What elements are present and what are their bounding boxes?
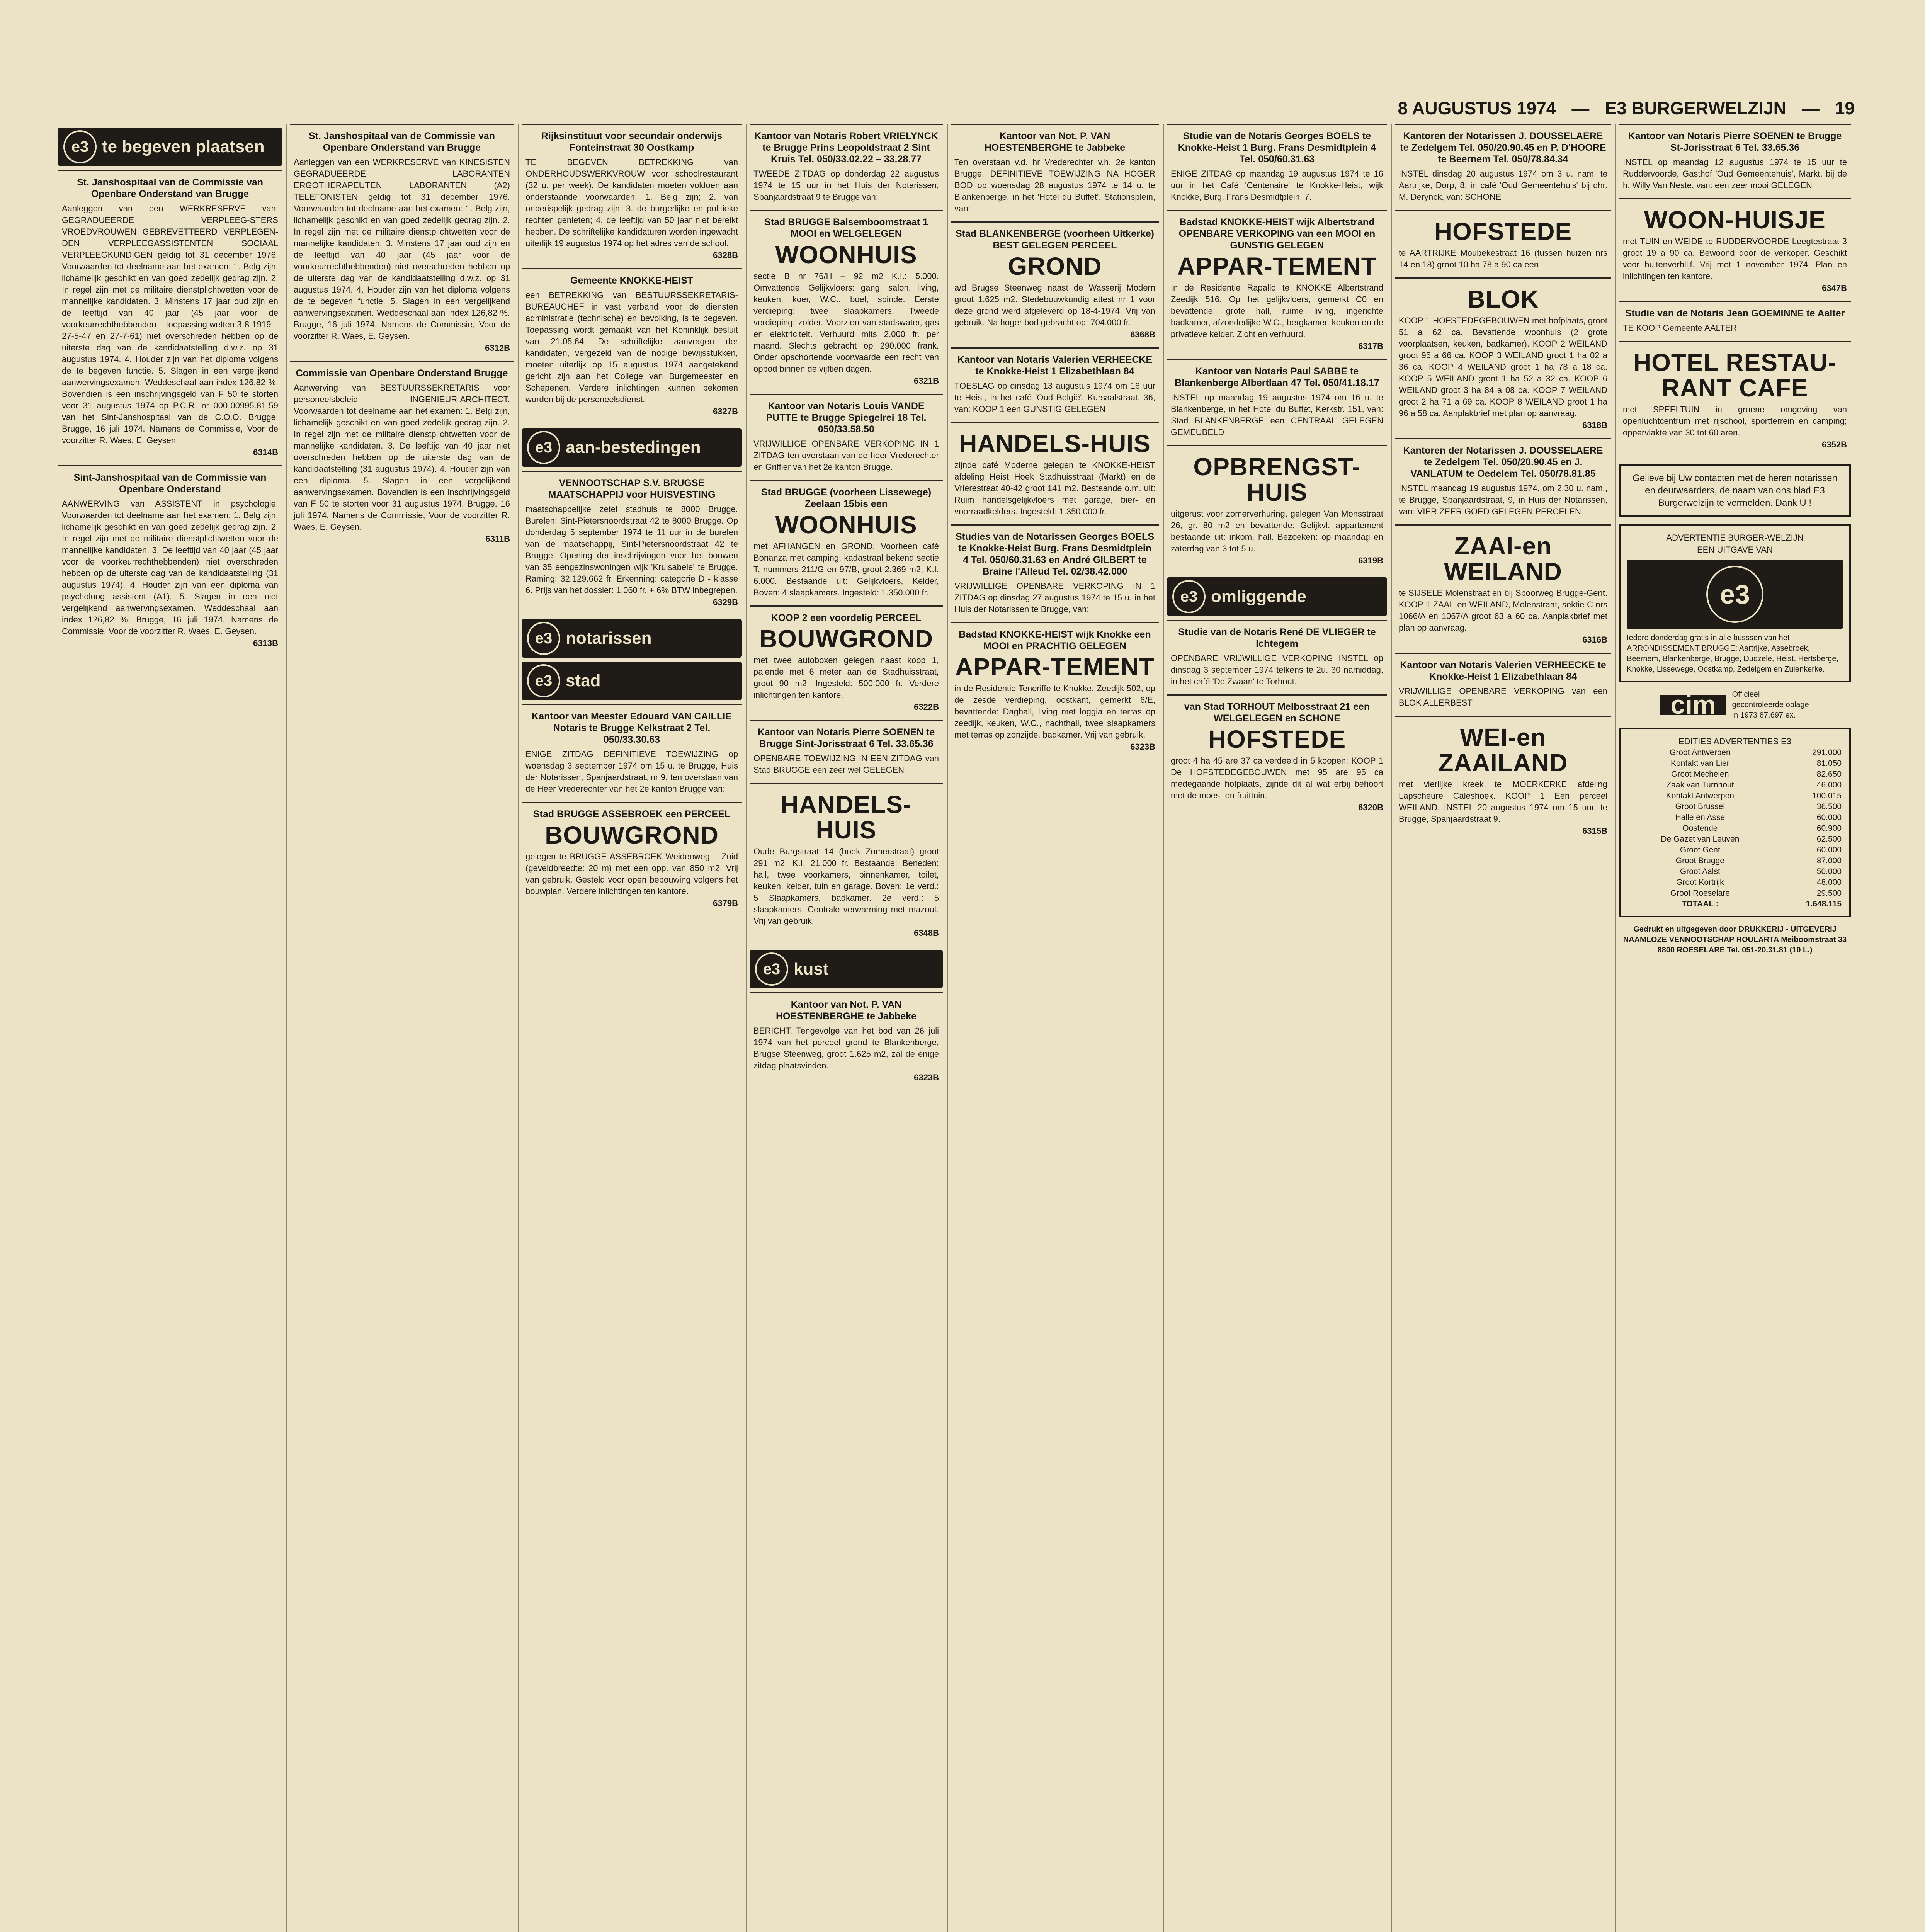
- classified-ad: [1395, 653, 1611, 716]
- ad-headline: APPAR-TEMENT: [1177, 252, 1377, 280]
- section-banner-stad: e3 stad: [522, 662, 742, 700]
- ad-heading: Studie van de Notaris Georges BOELS te Knokke-Heist 1 Burg. Frans Desmidtplein 4 Tel. 050/60.31.63: [1178, 131, 1376, 165]
- rates-edition: Groot Antwerpen: [1670, 748, 1731, 757]
- column-rule: [518, 124, 519, 1932]
- rates-circulation: 60.000: [1816, 845, 1842, 854]
- ad-reference: 6316B: [1582, 635, 1607, 645]
- ad-headline: OPBRENGST-HUIS: [1193, 453, 1361, 506]
- rates-total-row: [1627, 899, 1843, 910]
- ad-body: KOOP 1 HOFSTEDEGEBOUWEN met hofplaats, groot 51 a 62 ca. Bevattende woonhuis (2 grote voorplaatsen, keuken, badkamer). KOOP 2 WEILAND groot 95 a 66 ca. KOOP 3 WEILAND groot 1 ha 02 a 36 ca. KOOP 4 WEILAND groot 1 ha 78 a 18 ca. KOOP 5 WEILAND groot 1 ha 52 a 32 ca. KOOP 6 WEILAND groot 3 ha 84 a 08 ca. KOOP 7 WEILAND groot 2 ha 71 a 69 ca. KOOP 8 WEILAND groot 1 ha 96 a 58 ca. Aanplakbrief met plan op aanvraag.: [1399, 316, 1607, 418]
- ad-heading: Kantoor van Notaris Valerien VERHEECKE te Knokke-Heist 1 Elizabethlaan 84: [957, 354, 1153, 377]
- issue-date: 8 AUGUSTUS 1974: [1398, 98, 1556, 118]
- ad-heading: KOOP 2 een voordelig PERCEEL: [771, 612, 922, 623]
- rates-row: [1627, 780, 1843, 791]
- ad-body: VRIJWILLIGE OPENBARE VERKOPING IN 1 ZITDAG ten overstaan van de heer Vrederechter en Griffier van het 2e kanton Brugge.: [753, 439, 939, 472]
- classified-ad: [1395, 277, 1611, 438]
- ad-reference: 6322B: [914, 702, 939, 712]
- ad-body: met SPEELTUIN in groene omgeving van openluchtcentrum met rijschool, sportterrein en camping; oppervlakte van 30 tot 60 aren.: [1623, 405, 1847, 437]
- ad-heading: Kantoor van Notaris Pierre SOENEN te Brugge Sint-Jorisstraat 6 Tel. 33.65.36: [757, 727, 935, 749]
- ad-body: AANWERVING van ASSISTENT in psychologie. Voorwaarden tot deelname aan het examen: 1. Belg zijn, lichamelijk geschikt en van goed zedelijk gedrag zijn. 2. In regel zijn met de militaire dienstplichtwetten voor de mannelijke kandidaten. 3. De leeftijd van 40 jaar (45 jaar voor de voorkeurrechthebbenden) niet overschreden hebben op de uiterste dag van de kandidaatstelling (31 augustus 1974). 4. Houder zijn van een diploma van psycholoog assistent (A1). 5. Slagen in een niet vergelijkend aanwervingsexamen. Weddeschaal aan index 126,82 %. Brugge, 16 juli 1974. Namens de Commissie, Voor de voorzitter R. Waes, E. Geysen.: [62, 499, 278, 636]
- ad-heading: Badstad KNOKKE-HEIST wijk Albertstrand OPENBARE VERKOPING van een MOOI en GUNSTIG GELEGEN: [1178, 217, 1376, 251]
- rates-circulation: 60.900: [1816, 824, 1842, 833]
- ad-body: in de Residentie Teneriffe te Knokke, Zeedijk 502, op de zesde verdieping, oostkant, gemerkt 6/E, bevattende: Daghall, living met loggia en terras op zeedijk, keuken, W.C., nachthall, twee slaapkamers met terras op zonzijde, badkamer. Vrij van gebruik.: [954, 684, 1155, 740]
- ad-heading: Kantoor van Notaris Pierre SOENEN te Brugge St-Jorisstraat 6 Tel. 33.65.36: [1628, 131, 1842, 153]
- cim-logo-icon: cim: [1660, 695, 1726, 715]
- e3-logo-icon: e3: [1172, 580, 1206, 613]
- ad-body: maatschappelijke zetel stadhuis te 8000 Brugge. Burelen: Sint-Pietersnoordstraat 42 te 8000 Brugge. Op donderdag 5 september 1974 te 11 uur in de burelen van de maatschappij, Sint-Pietersnoordstraat 42 te Brugge. Opening der inschrijvingen voor het bouwen van 35 eengezinswoningen wijk 'Kruisabele' te Brugge. Raming: 32.129.662 fr. Erkenning: categorie D - klasse 6. Prijs van het dossier: 1.060 fr. + 6% BTW inbegrepen.: [525, 504, 738, 595]
- column-rule: [947, 124, 948, 1932]
- classified-ad: [1167, 359, 1387, 445]
- classified-ad: [1619, 198, 1851, 301]
- ad-heading: Stad BRUGGE Balsemboomstraat 1 MOOI en WELGELEGEN: [764, 217, 928, 239]
- ad-body: TWEEDE ZITDAG op donderdag 22 augustus 1974 te 15 uur in het Huis der Notarissen, Spanjaardstraat 9 te Brugge van:: [753, 169, 939, 202]
- page-header: 8 AUGUSTUS 1974 — E3 BURGERWELZIJN — 19: [1398, 98, 1855, 118]
- ad-body: a/d Brugse Steenweg naast de Wasserij Modern groot 1.625 m2. Stedebouwkundig attest nr 1 voor deze grond werd afgeleverd op 18-4-1974. Vrij van gebruik. Na hoger bod gebracht op: 704.000 fr.: [954, 283, 1155, 327]
- ad-heading: Stad BLANKENBERGE (voorheen Uitkerke) BEST GELEGEN PERCEEL: [956, 228, 1154, 251]
- ad-body: met twee autoboxen gelegen naast koop 1, palende met 6 meter aan de Stadhuisstraat, groot 90 m2. Ingesteld: 500.000 fr. Verdere inlichtingen ten kantore.: [753, 655, 939, 700]
- ad-headline: GROND: [1008, 252, 1102, 280]
- classified-ad: [750, 394, 943, 480]
- ad-heading: St. Janshospitaal van de Commissie van Openbare Onderstand van Brugge: [308, 131, 495, 153]
- classified-ad: [1619, 124, 1851, 198]
- ad-heading: Rijksinstituut voor secundair onderwijs Fonteinstraat 30 Oostkamp: [541, 131, 723, 153]
- ad-body: met vierlijke kreek te MOERKERKE afdeling Lapscheure Caleshoek. KOOP 1 Een perceel WEILAND. INSTEL 20 augustus 1974 om 15 uur, te Brugge, Spanjaardstraat 9.: [1399, 779, 1607, 824]
- rates-total-label: TOTAAL :: [1682, 900, 1719, 908]
- imprint: Gedrukt en uitgegeven door DRUKKERIJ - UITGEVERIJ NAAMLOZE VENNOOTSCHAP ROULARTA Meiboomstraat 33 8800 ROESELARE Tel. 051-20.31.81 (10 L.): [1623, 925, 1847, 954]
- rates-circulation: 48.000: [1816, 878, 1842, 887]
- rates-edition: Zaak van Turnhout: [1666, 781, 1734, 789]
- rates-row: [1627, 801, 1843, 812]
- ad-body: INSTEL dinsdag 20 augustus 1974 om 3 u. nam. te Aartrijke, Dorp, 8, in café 'Oud Gemeentehuis' bij dhr. M. Derynck, van: SCHONE: [1399, 169, 1607, 202]
- ad-reference: 6311B: [485, 534, 510, 544]
- ad-body: Oude Burgstraat 14 (hoek Zomerstraat) groot 291 m2. K.I. 21.000 fr. Bestaande: Beneden: hall, twee voorkamers, binnenkamer, toilet, keuken, kelder, tuin en garage. Boven: 1e verd.: 5 Slaapkamers, badkamer. 2e verd.: 5 slaapkamers. Centrale verwarming met mazout. Vrij van gebruik.: [753, 847, 939, 926]
- ad-headline: BLOK: [1467, 285, 1539, 313]
- classified-ad: [750, 605, 943, 720]
- ad-body: groot 4 ha 45 are 37 ca verdeeld in 5 koopen: KOOP 1 De HOFSTEDEGEBOUWEN met 95 are 95 ca medegaande hofplaats, zijnde dit al wat erbij behoort met de moes- en fruittuin.: [1171, 756, 1383, 800]
- rates-row: [1627, 855, 1843, 866]
- ad-body: ENIGE ZITDAG op maandag 19 augustus 1974 te 16 uur in het Café 'Centenaire' te Knokke-Heist, wijk Knokke, Burg. Frans Desmidtplein, 7.: [1171, 169, 1383, 202]
- classified-ad: [1395, 524, 1611, 653]
- rates-edition: Groot Gent: [1680, 845, 1720, 854]
- ad-reference: 6327B: [713, 406, 738, 416]
- rates-edition: Halle en Asse: [1675, 813, 1725, 822]
- ad-reference: 6315B: [1582, 826, 1607, 836]
- ad-reference: 6347B: [1822, 283, 1847, 293]
- column-8: [1619, 124, 1851, 956]
- classified-ad: [951, 524, 1159, 622]
- rates-circulation: 100.015: [1812, 791, 1842, 800]
- rates-circulation: 62.500: [1816, 835, 1842, 844]
- classified-ad: [522, 471, 742, 615]
- rates-circulation: 46.000: [1816, 781, 1842, 789]
- e3-logo-icon: e3: [527, 622, 560, 655]
- ad-reference: 6323B: [1130, 742, 1155, 752]
- classified-ad: [1395, 210, 1611, 277]
- ad-body: INSTEL op maandag 19 augustus 1974 om 16 u. te Blankenberge, in het Hotel du Buffet, Kerkstr. 151, van: Stad BLANKENBERGE een CENTRAAL GELEGEN GEMEUBELD: [1171, 393, 1383, 437]
- ad-headline: HANDELS-HUIS: [781, 791, 912, 844]
- column-5: [951, 124, 1159, 760]
- column-rule: [1391, 124, 1392, 1932]
- column-2: [290, 124, 514, 552]
- classified-ad: [750, 992, 943, 1090]
- ad-heading: Sint-Janshospitaal van de Commissie van Openbare Onderstand: [73, 472, 267, 495]
- rates-circulation: 29.500: [1816, 889, 1842, 898]
- ad-headline: WOON-HUISJE: [1644, 206, 1826, 234]
- ad-body: een BETREKKING van BESTUURSSEKRETARIS-BUREAUCHEF in vast verband voor de diensten administratie (technische) en bevolking, is te begeven. Toepassing wordt gemaakt van het Koninklijk besluit van 21.05.64. De schriftelijke aanvragen der kandidaten, vergezeld van de nodige bewijsstukken, moeten uiterlijk op 15 augustus 1974 aangetekend gericht zijn aan het College van Burgemeester en Schepenen. Verdere inlichtingen kunnen bekomen worden bij de personeelsdienst.: [525, 290, 738, 404]
- ad-heading: Kantoor van Meester Edouard VAN CAILLIE Notaris te Brugge Kelkstraat 2 Tel. 050/33.30.63: [532, 711, 732, 745]
- ad-headline: WOONHUIS: [775, 511, 917, 539]
- rates-edition: Groot Brussel: [1675, 802, 1725, 811]
- classified-ad: [522, 124, 742, 268]
- rates-edition: Kontakt Antwerpen: [1666, 791, 1734, 800]
- ad-heading: Kantoor van Notaris Paul SABBE te Blankenberge Albertlaan 47 Tel. 050/41.18.17: [1175, 366, 1379, 388]
- ad-body: sectie B nr 76/H – 92 m2 K.I.: 5.000. Omvattende: Gelijkvloers: gang, salon, living, keuken, koer, W.C., boel, spinde. Eerste verdieping: twee slaapkamers. Tweede verdieping: zolder. Voorzien van stadswater, gas en elektriciteit. Verhuurd mits 2.000 fr. per maand. Slechts gebracht op 290.000 frank. Onder opschortende voorwaarde een recht van opbod binnen de vijftien dagen.: [753, 271, 939, 374]
- rates-table: [1627, 747, 1843, 910]
- rates-row: [1627, 812, 1843, 823]
- ad-heading: Stad BRUGGE (voorheen Lissewege) Zeelaan 15bis een: [761, 487, 932, 509]
- classified-ad: [290, 124, 514, 361]
- ad-heading: St. Janshospitaal van de Commissie van Openbare Onderstand van Brugge: [77, 177, 264, 199]
- rates-edition: Groot Brugge: [1675, 856, 1724, 865]
- classified-ad: [1167, 124, 1387, 210]
- section-banner-omliggende: e3 omliggende: [1167, 577, 1387, 616]
- rates-circulation: 87.000: [1816, 856, 1842, 865]
- section-banner-notarissen: e3 notarissen: [522, 619, 742, 658]
- ad-heading: Kantoren der Notarissen J. DOUSSELAERE te Zedelgem Tel. 050/20.90.45 en J. VANLATUM te Oedelem Tel. 050/78.81.85: [1403, 445, 1603, 479]
- ad-body: met AFHANGEN en GROND. Voorheen café Bonanza met camping, kadastraal bekend sectie T, nummers 211/G en 97/B, groot 2.369 m2, K.I. 6.000. Bestaande uit: Gelijkvloers, Kelder, Boven: 4 slaapkamers. Ingesteld: 1.350.000 fr.: [753, 541, 939, 597]
- ad-heading: van Stad TORHOUT Melbosstraat 21 een WELGELEGEN en SCHONE: [1184, 701, 1370, 724]
- rates-row: [1627, 845, 1843, 855]
- rates-row: [1627, 834, 1843, 845]
- classified-ad: [750, 210, 943, 394]
- ad-body: TOESLAG op dinsdag 13 augustus 1974 om 16 uur te Heist, in het café 'Oud België', Kursaalstraat, 36, van: KOOP 1 een GUNSTIG GELEGEN: [954, 381, 1155, 414]
- classified-ad: [522, 802, 742, 916]
- ad-heading: Studie van de Notaris René DE VLIEGER te Ichtegem: [1178, 627, 1376, 649]
- ad-headline: BOUWGROND: [545, 821, 719, 849]
- ad-reference: 6319B: [1358, 556, 1383, 565]
- ad-reference: 6312B: [485, 343, 510, 353]
- ad-reference: 6379B: [713, 898, 738, 908]
- rates-row: [1627, 888, 1843, 899]
- rates-edition: Groot Mechelen: [1671, 770, 1729, 779]
- column-rule: [1163, 124, 1164, 1932]
- rates-edition: Groot Roeselare: [1670, 889, 1730, 898]
- ad-headline: BOUWGROND: [759, 625, 933, 653]
- classified-ad: [1167, 210, 1387, 359]
- rates-row: [1627, 769, 1843, 780]
- advertisement-box: ADVERTENTIE BURGER-WELZIJN EEN UITGAVE VAN e3 Iedere donderdag gratis in alle busssen van het ARRONDISSEMENT BRUGGE: Aartrijke, Assebroek, Beernem, Blankenberge, Brugge, Dudzele, Heist, Hertsberge, Knokke, Lissewege, Oostkamp, Zedelgem en Zuienkerke.: [1619, 524, 1851, 682]
- ad-heading: Badstad KNOKKE-HEIST wijk Knokke een MOOI en PRACHTIG GELEGEN: [959, 629, 1151, 651]
- ad-heading: Kantoor van Notaris Robert VRIELYNCK te Brugge Prins Leopoldstraat 2 Sint Kruis Tel. 050/33.02.22 – 33.28.77: [754, 131, 938, 165]
- rates-circulation: 60.000: [1816, 813, 1842, 822]
- classified-ad: [1619, 301, 1851, 341]
- classified-ad: [951, 622, 1159, 760]
- rates-row: [1627, 866, 1843, 877]
- ad-reference: 6328B: [713, 250, 738, 260]
- ad-heading: Kantoor van Notaris Valerien VERHEECKE te Knokke-Heist 1 Elizabethlaan 84: [1400, 660, 1606, 682]
- e3-logo-icon: e3: [63, 130, 97, 163]
- ad-reference: 6314B: [253, 447, 278, 457]
- classified-ad: [1167, 620, 1387, 694]
- rates-row: [1627, 877, 1843, 888]
- ad-body: gelegen te BRUGGE ASSEBROEK Weidenweg – Zuid (geveldbreedte: 20 m) met een opp. van 850 m2. Vrij van gebruik. Gesteld voor open bebouwing volgens het bouwplan. Verdere inlichtingen ten kantore.: [525, 852, 738, 896]
- ad-body: INSTEL maandag 19 augustus 1974, om 2.30 u. nam., te Brugge, Spanjaardstraat, 9, in Huis der Notarissen, van: VIER ZEER GOED GELEGEN PERCELEN: [1399, 483, 1607, 516]
- rates-edition: Kontakt van Lier: [1670, 759, 1729, 768]
- classified-ad: [522, 704, 742, 802]
- column-rule: [1615, 124, 1616, 1932]
- rates-circulation: 50.000: [1816, 867, 1842, 876]
- classified-ad: [750, 720, 943, 783]
- rates-circulation: 36.500: [1816, 802, 1842, 811]
- classified-ad: [750, 783, 943, 946]
- ad-body: TE KOOP Gemeente AALTER: [1623, 323, 1737, 333]
- paper-name: E3 BURGERWELZIJN: [1605, 98, 1786, 118]
- ad-headline: HANDELS-HUIS: [959, 430, 1151, 457]
- column-7: [1395, 124, 1611, 844]
- ad-reference: 6318B: [1582, 420, 1607, 430]
- ad-headline: HOTEL RESTAU-RANT CAFE: [1633, 349, 1837, 402]
- rates-row: [1627, 791, 1843, 801]
- classified-ad: [522, 268, 742, 424]
- rates-circulation: 291.000: [1812, 748, 1842, 757]
- ad-body: Aanleggen van een WERKRESERVE van: GEGRADUEERDE VERPLEEG-STERS VROEDVROUWEN GEBREVETTEERD VERPLEGEN-DEN VERPLEEGASSISTENTEN SOCIAAL VERPLEEGKUNDIGEN geldig tot 31 december 1976. Voorwaarden tot deelname aan het examen: 1. Belg zijn, lichamelijk geschikt en van goed zedelijk gedrag zijn. 2. In regel zijn met de militaire dienstplichtwetten voor de mannelijke kandidaten. 3. Minstens 17 jaar oud zijn en de leeftijd van 40 jaar (45 jaar voor de voorkeurrechthebbenden – toepassing wetten 3-8-1919 – 27-5-47 en 27-7-61) niet overschreden hebben op de uiterste dag van de kandidaatstelling d.w.z. op 31 augustus 1974. 4. Houder zijn van het diploma volgens de te begeven functie. 5. Slagen in een vergelijkend aanwervingsexamen. Weddeschaal aan index 126,82 %. Bovendien is een inschrijvingsgeld van F 50 te storten voor 31 augustus 1974 op P.C.R. nr 000-00995.81-59 van het Sint-Janshospitaal van de C.O.O. Brugge. Brugge, 16 juli 1974. Namens de Commissie, Voor de voorzitter R. Waes, E. Geysen.: [62, 204, 278, 445]
- column-4: [750, 124, 943, 1090]
- classified-ad: [58, 465, 282, 656]
- ad-heading: Kantoren der Notarissen J. DOUSSELAERE te Zedelgem Tel. 050/20.90.45 en P. D'HOORE te Beernem Tel. 050/78.84.34: [1400, 131, 1606, 165]
- classified-ad: [750, 124, 943, 210]
- ad-headline: APPAR-TEMENT: [955, 653, 1155, 681]
- ad-body: Ten overstaan v.d. hr Vrederechter v.h. 2e kanton Brugge. DEFINITIEVE TOEWIJZING NA HOGER BOD op woensdag 28 augustus 1974 te 14 u. te Blankenberge, in het 'Hotel du Buffet', Stationsplein, van:: [954, 157, 1155, 213]
- rates-edition: Oostende: [1682, 824, 1718, 833]
- classified-ad: [951, 422, 1159, 524]
- page-number: 19: [1835, 98, 1855, 118]
- e3-logo-icon: e3: [527, 664, 560, 697]
- rates-edition: Groot Aalst: [1680, 867, 1720, 876]
- ad-reference: 6317B: [1358, 341, 1383, 351]
- classified-ad: [1167, 445, 1387, 573]
- ad-heading: Gemeente KNOKKE-HEIST: [570, 275, 694, 286]
- advertisement-title: ADVERTENTIE BURGER-WELZIJN: [1666, 533, 1804, 543]
- classified-ad: [1395, 438, 1611, 524]
- rates-edition: De Gazet van Leuven: [1661, 835, 1740, 844]
- e3-logo-icon: e3: [755, 952, 788, 986]
- ad-headline: HOFSTEDE: [1208, 725, 1346, 753]
- ad-reference: 6352B: [1822, 440, 1847, 449]
- rates-total-value: 1.648.115: [1806, 900, 1842, 908]
- ad-body: OPENBARE TOEWIJZING IN EEN ZITDAG van Stad BRUGGE een zeer wel GELEGEN: [753, 753, 939, 775]
- classified-ad: [1395, 716, 1611, 844]
- classified-ad: [750, 480, 943, 605]
- ad-headline: HOFSTEDE: [1434, 218, 1572, 245]
- column-rule: [286, 124, 287, 1932]
- ad-headline: WEI-en ZAAILAND: [1438, 723, 1568, 777]
- ad-body: Aanwerving van BESTUURSSEKRETARIS voor personeelsbeleid INGENIEUR-ARCHITECT. Voorwaarden tot deelname aan het examen: 1. Belg zijn, lichamelijk geschikt en van goed zedelijk gedrag zijn. 2. In regel zijn met de militaire dienstplichtwetten voor de mannelijke kandidaten. 3. De leeftijd van 40 jaar niet overschreden hebben op de uiterste dag van de kandidaatstelling (31 augustus 1974). 4. Houder zijn van een diploma. 5. Slagen in een vergelijkend aanwervingsexamen. Bovendien is een inschrijvingsgeld van F 50 te storten voor 31 augustus 1974. Brugge, 16 juli 1974. Namens de Commissie, Voor de voorzitter R. Waes, E. Geysen.: [294, 383, 510, 532]
- ad-body: te SIJSELE Molenstraat en bij Spoorweg Brugge-Gent. KOOP 1 ZAAI- en WEILAND, Molenstraat, sektie C nrs 1066/A en 1067/A groot 63 a 60 ca. Aanplakbrief met plan op aanvraag.: [1399, 588, 1607, 633]
- ad-heading: Studie van de Notaris Jean GOEMINNE te Aalter: [1625, 308, 1845, 319]
- cim-badge: cim Officieel gecontroleerde oplage in 1973 87.697 ex.: [1619, 689, 1851, 721]
- ad-body: OPENBARE VRIJWILLIGE VERKOPING INSTEL op dinsdag 3 september 1974 telkens te 2u. 30 namiddag, in het café 'De Zwaan' te Torhout.: [1171, 653, 1383, 686]
- section-banner-kust: e3 kust: [750, 950, 943, 988]
- rates-row: [1627, 758, 1843, 769]
- column-rule: [746, 124, 747, 1932]
- rates-row: [1627, 747, 1843, 758]
- ad-heading: Stad BRUGGE ASSEBROEK een PERCEEL: [533, 809, 731, 820]
- e3-logo-icon: e3: [527, 431, 560, 464]
- ad-body: TE BEGEVEN BETREKKING van ONDERHOUDSWERKVROUW voor schoolrestaurant (32 u. per week). De kandidaten moeten voldoen aan onderstaande voorwaarden: 1. Belg zijn; 2. van onberispelijk gedrag zijn; 3. de burgerlijke en politieke rechten genieten; 4. de leeftijd van 50 jaar niet bereikt hebben. De schriftelijke kandidaturen worden ingewacht uiterlijk 19 augustus 1974 op het adres van de school.: [525, 157, 738, 248]
- classified-ad: [1619, 341, 1851, 457]
- column-1: [58, 124, 282, 656]
- classified-ad: [58, 170, 282, 465]
- ad-body: te AARTRIJKE Moubekestraat 16 (tussen huizen nrs 14 en 18) groot 10 ha 78 a 90 ca een: [1399, 248, 1607, 269]
- notice-box: Gelieve bij Uw contacten met de heren notarissen en deurwaarders, de naam van ons blad E3 Burgerwelzijn te vermelden. Dank U !: [1619, 464, 1851, 517]
- rates-row: [1627, 823, 1843, 834]
- ad-headline: WOONHUIS: [775, 241, 917, 269]
- ad-reference: 6320B: [1358, 803, 1383, 812]
- ad-body: met TUIN en WEIDE te RUDDERVOORDE Leegtestraat 3 groot 19 a 90 ca. Bewoond door de verkoper. Geschikt voor buitenverblijf. Vrij met 1 november 1974. Plan en inlichtingen ten kantore.: [1623, 236, 1847, 281]
- ad-body: VRIJWILLIGE OPENBARE VERKOPING IN 1 ZITDAG op dinsdag 27 augustus 1974 te 15 u. in het Huis der Notarissen te Brugge, van:: [954, 581, 1155, 614]
- ad-heading: Kantoor van Notaris Louis VANDE PUTTE te Brugge Spiegelrei 18 Tel. 050/33.58.50: [766, 401, 927, 435]
- classified-ad: [951, 124, 1159, 221]
- ad-body: In de Residentie Rapallo te KNOKKE Albertstrand Zeedijk 516. Op het gelijkvloers, gemerkt C0 en bevattende: grote hall, ruime living, ingerichte badkamer, afzonderlijke W.C., bergkamer, keuken en de privatieve kelder. Zicht en verhuurd.: [1171, 283, 1383, 339]
- ad-heading: Kantoor van Not. P. VAN HOESTENBERGHE te Jabbeke: [776, 999, 917, 1022]
- classified-ad: [1395, 124, 1611, 210]
- ad-heading: VENNOOTSCHAP S.V. BRUGSE MAATSCHAPPIJ voor HUISVESTING: [548, 478, 716, 500]
- e3-logo-icon: e3: [1706, 566, 1763, 623]
- ad-reference: 6321B: [914, 376, 939, 386]
- classified-ad: [1167, 694, 1387, 820]
- column-6: [1167, 124, 1387, 820]
- classified-ad: [951, 347, 1159, 422]
- column-3: [522, 124, 742, 916]
- ad-heading: Kantoor van Not. P. VAN HOESTENBERGHE te Jabbeke: [985, 131, 1125, 153]
- ad-reference: 6348B: [914, 928, 939, 938]
- rates-table-box: EDITIES ADVERTENTIES E3 Groot Antwerpen 291.000 Kontakt van Lier 81.050 Groot Mechelen 82.650 Zaak van Turnhout 46.000 Kontakt Antwerpen 100.015 Groot Brussel 36.500 Halle en Asse 60.000 Oostende 60.900 De Gazet van Leuven 62.500 Groot Gent 60.000 Groot Brugge 87.000 Groot Aalst 50.000 Groot Kortrijk 48.000 Groot Roeselare 29.500 TOTAAL : 1.648.115: [1619, 728, 1851, 917]
- classified-ad: [290, 361, 514, 552]
- rates-circulation: 82.650: [1816, 770, 1842, 779]
- ad-reference: 6368B: [1130, 330, 1155, 339]
- ad-body: VRIJWILLIGE OPENBARE VERKOPING van een BLOK ALLERBEST: [1399, 686, 1607, 707]
- rates-circulation: 81.050: [1816, 759, 1842, 768]
- section-banner-te-begeven: e3 te begeven plaatsen: [58, 128, 282, 166]
- ad-body: ENIGE ZITDAG DEFINITIEVE TOEWIJZING op woensdag 3 september 1974 om 15 u. te Brugge, Huis der Notarissen, Spanjaardstraat, nr 9, ten overstaan van de Heer Vrederechter van het 2e kanton Brugge van:: [525, 749, 738, 794]
- section-banner-aanbestedingen: e3 aan-bestedingen: [522, 428, 742, 467]
- ad-reference: 6313B: [253, 638, 278, 648]
- ad-headline: ZAAI-en WEILAND: [1444, 532, 1562, 585]
- ad-reference: 6329B: [713, 597, 738, 607]
- ad-heading: Commissie van Openbare Onderstand Brugge: [296, 368, 508, 379]
- ad-body: BERICHT. Tengevolge van het bod van 26 juli 1974 van het perceel grond te Blankenberge, Brugse Steenweg, groot 1.625 m2, zal de enige zitdag plaatsvinden.: [753, 1026, 939, 1070]
- ad-body: INSTEL op maandag 12 augustus 1974 te 15 uur te Ruddervoorde, Gasthof 'Oud Gemeentehuis', Markt, bij de h. Willy Van Neste, van: een zeer mooi GELEGEN: [1623, 157, 1847, 190]
- ad-reference: 6323B: [914, 1073, 939, 1082]
- ad-heading: Studies van de Notarissen Georges BOELS te Knokke-Heist Burg. Frans Desmidtplein 4 Tel. 050/60.31.63 en André GILBERT te Braine l'Alleud Tel. 02/38.42.000: [955, 531, 1155, 577]
- ad-body: uitgerust voor zomerverhuring, gelegen Van Monsstraat 26, gr. 80 m2 en bevattende: Gelijkvl. appartement bestaande uit: inkom, hall. Bezoeken: op maandag en zaterdag van 3 tot 5 u.: [1171, 509, 1383, 553]
- e3-big-logo: [1627, 560, 1843, 629]
- classified-ad: [951, 221, 1159, 347]
- ad-body: zijnde café Moderne gelegen te KNOKKE-HEIST afdeling Heist Hoek Stadhuisstraat (Markt) en de Vrierestraat 40-42 groot 141 m2. Bestaande o.m. uit: Ruim handelsgelijkvloers met garage, bier- en voorraadkelders. Ingesteld: 1.350.000 fr.: [954, 460, 1155, 516]
- ad-body: Aanleggen van een WERKRESERVE van KINESISTEN GEGRADUEERDE LABORANTEN ERGOTHERAPEUTEN LABORANTEN (A2) TELEFONISTEN geldig tot 31 december 1976. Voorwaarden tot deelname aan het examen: 1. Belg zijn, lichamelijk geschikt en van goed zedelijk gedrag zijn. 2. In regel zijn met de militaire dienstplichtwetten voor de mannelijke kandidaten. 3. Minstens 17 jaar oud zijn en de leeftijd van 40 jaar (45 jaar voor de voorkeurrechthebbenden) niet overschreden hebben op de uiterste dag van de kandidaatstelling d.w.z. op 31 augustus 1974. 4. Houder zijn van het diploma volgens de te begeven functie. 5. Slagen in een vergelijkend aanwervingsexamen. Weddeschaal aan index 126,82 %. Brugge, 16 juli 1974. Namens de Commissie, Voor de voorzitter R. Waes, E. Geysen.: [294, 157, 510, 341]
- rates-edition: Groot Kortrijk: [1676, 878, 1724, 887]
